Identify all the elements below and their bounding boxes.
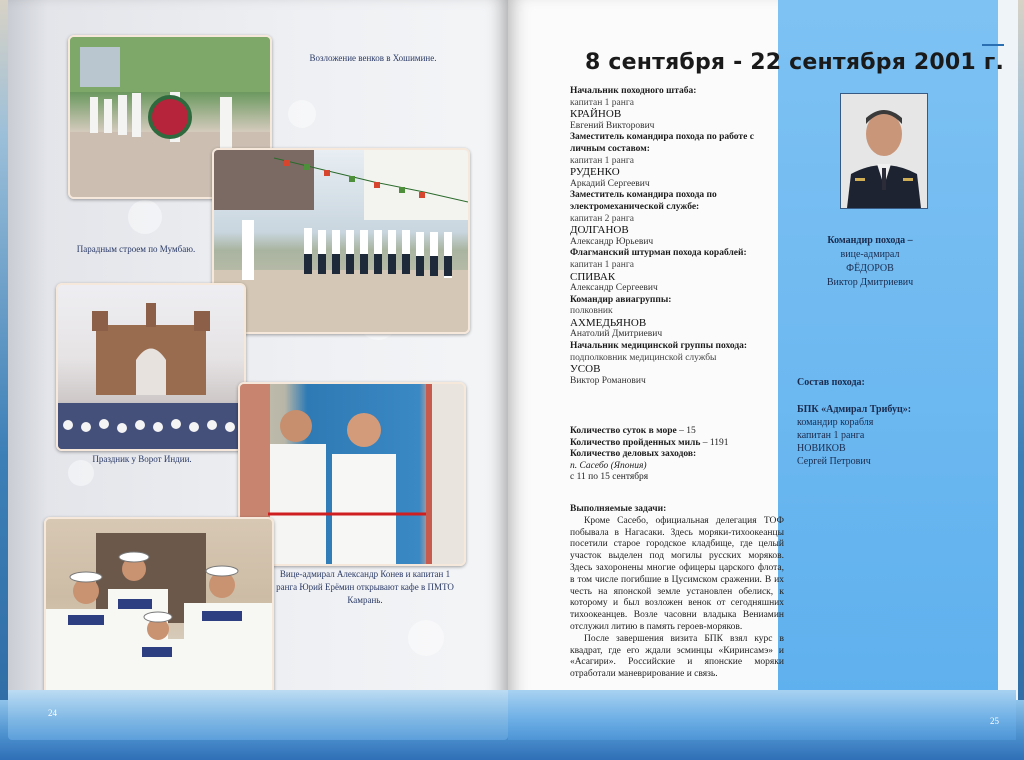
staff-role: Начальник походного штаба:	[570, 86, 697, 96]
photo-vietnamese-sailors	[44, 517, 274, 717]
staff-name: Аркадий Сергеевич	[570, 178, 650, 189]
tasks-paragraph: После завершения визита БПК взял курс в квадрат, где его ждали эсминцы «Киринсамэ» и «Асагири». Российские и японские моряки отработали маневрирование и связь.	[570, 633, 784, 680]
tasks-paragraph: Кроме Сасебо, официальная делегация ТОФ побывала в Нагасаки. Здесь моряки-тихоокеанцы посетили старое городское кладбище, где целый участок выделен под могилы русских моряков. Здесь захоронены многие офицеры царского флота, в том числе погибшие в Цусимском сражении. В их честь на японской земле установлен обелиск, к которому и был возложен венок от сегодняшних тихоокеанцев. Возле часовни владыка Вениамин отслужил литию в память героев-моряков.	[570, 515, 784, 632]
crew-block	[797, 376, 977, 468]
crew-name: Сергей Петрович	[797, 456, 871, 467]
date-title: 8 сентября - 22 сентября 2001 г.	[585, 50, 1005, 75]
tasks-section	[570, 504, 784, 681]
staff-entry	[570, 190, 782, 248]
crew-rank: капитан 1 ранга	[797, 430, 865, 441]
staff-role: Флагманский штурман похода кораблей:	[570, 248, 747, 259]
stat-miles	[570, 438, 782, 450]
header-rule	[982, 44, 1004, 46]
staff-list	[570, 86, 782, 387]
decor-bubble	[408, 620, 444, 656]
staff-entry	[570, 248, 782, 294]
staff-role: Командир авиагруппы:	[570, 294, 672, 305]
voyage-stats	[570, 426, 782, 484]
gateway-scene	[58, 285, 244, 449]
staff-name: Виктор Романович	[570, 375, 646, 386]
left-page-footer	[8, 690, 508, 740]
photo-mumbai-parade	[212, 148, 470, 334]
staff-entry	[570, 86, 782, 132]
staff-surname: УСОВ	[570, 363, 601, 376]
staff-name: Анатолий Дмитриевич	[570, 329, 663, 340]
stat-calls-port: п. Сасебо (Япония)	[570, 460, 647, 471]
crew-ship: БПК «Адмирал Трибуц»:	[797, 404, 912, 415]
crew-position: командир корабля	[797, 417, 874, 428]
staff-surname: РУДЕНКО	[570, 166, 620, 179]
staff-surname: СПИВАК	[570, 270, 616, 283]
staff-entry	[570, 295, 782, 341]
staff-rank: полковник	[570, 306, 613, 317]
caption-mumbai: Парадным строем по Мумбаю.	[76, 244, 196, 254]
commander-photo	[841, 94, 927, 208]
staff-name: Александр Сергеевич	[570, 283, 658, 294]
right-page-footer	[508, 690, 1016, 740]
staff-rank: капитан 1 ранга	[570, 259, 634, 270]
page-number-right: 25	[990, 716, 999, 726]
stat-days-label: Количество суток в море	[570, 426, 677, 436]
stat-days	[570, 426, 782, 438]
staff-rank: капитан 1 ранга	[570, 155, 634, 166]
commander-role: Командир похода –	[827, 235, 913, 246]
staff-role: Начальник медицинской группы похода:	[570, 341, 748, 352]
stat-miles-label: Количество пройденных миль	[570, 437, 701, 448]
staff-rank: подполковник медицинской службы	[570, 352, 717, 363]
commander-portrait	[840, 93, 928, 209]
stat-calls-dates: с 11 по 15 сентября	[570, 472, 649, 483]
crew-heading: Состав похода:	[797, 377, 865, 388]
staff-rank: капитан 1 ранга	[570, 97, 634, 108]
stat-calls	[570, 449, 782, 461]
staff-surname: АХМЕДЬЯНОВ	[570, 316, 647, 329]
staff-entry	[570, 341, 782, 387]
stat-miles-value: – 1191	[702, 437, 729, 448]
staff-role: Заместитель командира похода по электромеханической службе:	[570, 190, 717, 212]
crew-surname: НОВИКОВ	[797, 443, 846, 454]
commander-surname: ФЁДОРОВ	[846, 263, 894, 274]
staff-name: Александр Юрьевич	[570, 236, 654, 247]
decor-bubble	[288, 100, 316, 128]
photo-gateway-of-india	[56, 283, 246, 451]
caption-wreath: Возложение венков в Хошимине.	[309, 53, 437, 63]
commander-rank: вице-адмирал	[840, 249, 900, 260]
commander-block	[792, 234, 948, 290]
sailors-scene	[46, 519, 272, 715]
staff-surname: КРАЙНОВ	[570, 108, 622, 121]
staff-entry	[570, 132, 782, 190]
staff-rank: капитан 2 ранга	[570, 213, 634, 224]
staff-name: Евгений Викторович	[570, 120, 655, 131]
stat-days-value: – 15	[679, 426, 696, 436]
page-number-left: 24	[48, 708, 57, 718]
parade-scene	[214, 150, 468, 332]
staff-surname: ДОЛГАНОВ	[570, 224, 629, 237]
caption-ribbon: Вице-адмирал Александр Конев и капитан 1 ранга Юрий Ерёмин открывают кафе в ПМТО Камрань.	[276, 569, 454, 605]
decor-bubble	[128, 200, 162, 234]
tasks-heading: Выполняемые задачи:	[570, 504, 667, 514]
stat-calls-label: Количество деловых заходов:	[570, 449, 697, 460]
staff-role: Заместитель командира похода по работе с личным составом:	[570, 132, 754, 154]
commander-name: Виктор Дмитриевич	[826, 277, 914, 288]
caption-gateway: Праздник у Ворот Индии.	[92, 454, 192, 464]
right-margin-strip	[998, 0, 1018, 712]
